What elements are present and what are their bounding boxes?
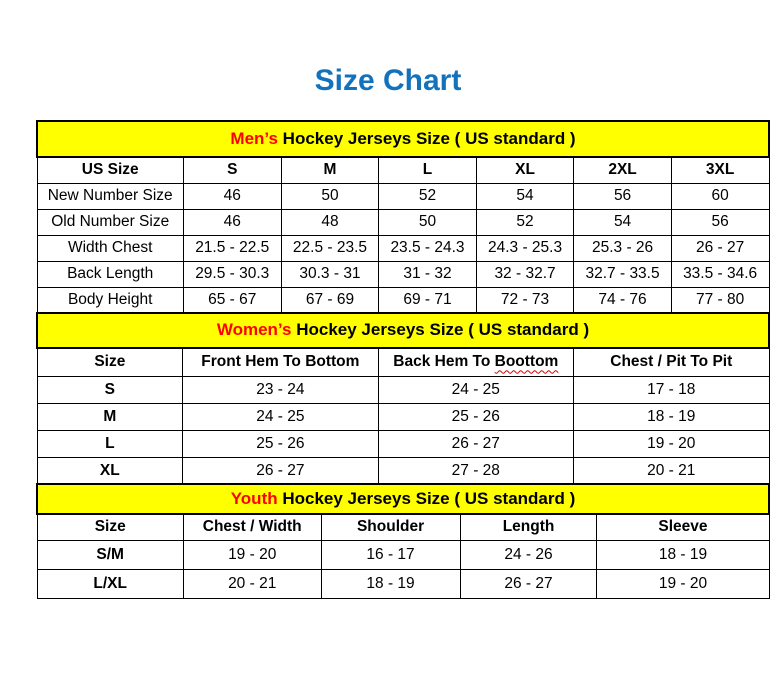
size-value-cell: 25 - 26 [183,431,378,458]
column-header-label: M [323,161,337,179]
size-value-cell: 32.7 - 33.5 [574,261,671,287]
mens-header-row [37,157,769,183]
column-header-label: XL [515,161,535,179]
misspelled-word: Boottom [494,353,559,371]
mens-banner-text: Hockey Jerseys Size ( US standard ) [277,129,576,148]
womens-column-header [37,348,183,377]
youth-row-label: L/XL [37,569,183,598]
womens-header-row [37,348,769,377]
column-header-label: Chest / Width [202,518,302,536]
size-value-cell: 54 [574,209,671,235]
womens-row-label: S [37,377,183,404]
youth-row-label: S/M [37,540,183,569]
size-value-cell: 56 [671,209,769,235]
mens-column-header [379,157,476,183]
youth-size-table [36,483,770,599]
size-value-cell: 31 - 32 [379,261,476,287]
mens-column-header [281,157,379,183]
size-value-cell: 54 [476,183,574,209]
youth-column-header [37,514,183,540]
mens-row-label: New Number Size [37,183,183,209]
womens-row-label: XL [37,458,183,485]
size-value-cell: 25 - 26 [378,404,573,431]
column-header-label: Shoulder [356,518,425,536]
youth-column-header [597,514,769,540]
column-header-label: Chest / Pit To Pit [610,353,733,371]
youth-column-header [183,514,321,540]
mens-column-header [183,157,281,183]
size-value-cell: 22.5 - 23.5 [281,235,379,261]
womens-row-label: L [37,431,183,458]
size-value-cell: 74 - 76 [574,287,671,313]
youth-table-row [37,569,769,598]
size-value-cell: 23 - 24 [183,377,378,404]
column-header-label: Sleeve [658,518,708,536]
size-value-cell: 20 - 21 [574,458,769,485]
mens-table-row [37,235,769,261]
mens-table-banner [37,121,769,157]
size-value-cell: 26 - 27 [378,431,573,458]
size-value-cell: 27 - 28 [378,458,573,485]
youth-table-row [37,540,769,569]
womens-banner-text: Hockey Jerseys Size ( US standard ) [291,320,590,339]
size-value-cell: 18 - 19 [597,540,769,569]
mens-row-label: Body Height [37,287,183,313]
column-header-label: US Size [81,161,139,179]
column-header-label: Size [94,518,126,536]
womens-banner-row [37,313,769,348]
size-value-cell: 23.5 - 24.3 [379,235,476,261]
column-header-label: Size [94,353,126,371]
youth-banner-accent-word: Youth [230,489,278,508]
size-value-cell: 48 [281,209,379,235]
size-value-cell: 21.5 - 22.5 [183,235,281,261]
size-value-cell: 77 - 80 [671,287,769,313]
size-value-cell: 19 - 20 [597,569,769,598]
mens-column-header [37,157,183,183]
size-tables-container [36,120,770,599]
size-value-cell: 24 - 25 [183,404,378,431]
column-header-label: Length [502,518,555,536]
mens-table-row [37,183,769,209]
size-value-cell: 26 - 27 [671,235,769,261]
mens-column-header [574,157,671,183]
youth-column-header [460,514,597,540]
column-header-label: 2XL [608,161,637,179]
column-header-label: S [227,161,238,179]
youth-column-header [321,514,460,540]
size-value-cell: 24 - 25 [378,377,573,404]
size-value-cell: 50 [281,183,379,209]
size-value-cell: 30.3 - 31 [281,261,379,287]
column-header-label: L [422,161,433,179]
size-value-cell: 33.5 - 34.6 [671,261,769,287]
mens-table-row [37,261,769,287]
size-value-cell: 25.3 - 26 [574,235,671,261]
size-value-cell: 24 - 26 [460,540,597,569]
size-value-cell: 67 - 69 [281,287,379,313]
womens-table-row [37,458,769,485]
womens-banner-accent-word: Women’s [216,320,292,339]
youth-banner-text: Hockey Jerseys Size ( US standard ) [277,489,576,508]
mens-banner-accent-word: Men’s [230,129,278,148]
size-value-cell: 50 [379,209,476,235]
mens-column-header [671,157,769,183]
womens-column-header [378,348,573,377]
size-value-cell: 17 - 18 [574,377,769,404]
mens-table-row [37,287,769,313]
womens-table-row [37,404,769,431]
size-value-cell: 18 - 19 [574,404,769,431]
womens-size-table [36,312,770,486]
size-value-cell: 19 - 20 [183,540,321,569]
size-value-cell: 52 [476,209,574,235]
womens-row-label: M [37,404,183,431]
size-value-cell: 18 - 19 [321,569,460,598]
size-value-cell: 29.5 - 30.3 [183,261,281,287]
size-value-cell: 24.3 - 25.3 [476,235,574,261]
womens-table-row [37,431,769,458]
youth-table-banner [37,484,769,514]
womens-column-header [574,348,769,377]
size-value-cell: 56 [574,183,671,209]
womens-table-row [37,377,769,404]
youth-banner-row [37,484,769,514]
mens-row-label: Width Chest [37,235,183,261]
mens-table-row [37,209,769,235]
size-value-cell: 20 - 21 [183,569,321,598]
size-value-cell: 26 - 27 [183,458,378,485]
size-value-cell: 19 - 20 [574,431,769,458]
size-value-cell: 46 [183,183,281,209]
size-value-cell: 65 - 67 [183,287,281,313]
mens-row-label: Old Number Size [37,209,183,235]
womens-column-header [183,348,378,377]
size-value-cell: 16 - 17 [321,540,460,569]
column-header-label: 3XL [705,161,735,179]
column-header-label: Front Hem To Bottom [201,353,360,371]
mens-banner-row [37,121,769,157]
size-value-cell: 60 [671,183,769,209]
column-header-label: Back Hem To [393,353,495,371]
size-value-cell: 32 - 32.7 [476,261,574,287]
size-value-cell: 46 [183,209,281,235]
youth-header-row [37,514,769,540]
size-value-cell: 69 - 71 [379,287,476,313]
page-title: Size Chart [314,64,462,97]
size-value-cell: 26 - 27 [460,569,597,598]
womens-table-banner [37,313,769,348]
mens-row-label: Back Length [37,261,183,287]
size-value-cell: 72 - 73 [476,287,574,313]
mens-size-table [36,120,770,314]
mens-column-header [476,157,574,183]
size-value-cell: 52 [379,183,476,209]
